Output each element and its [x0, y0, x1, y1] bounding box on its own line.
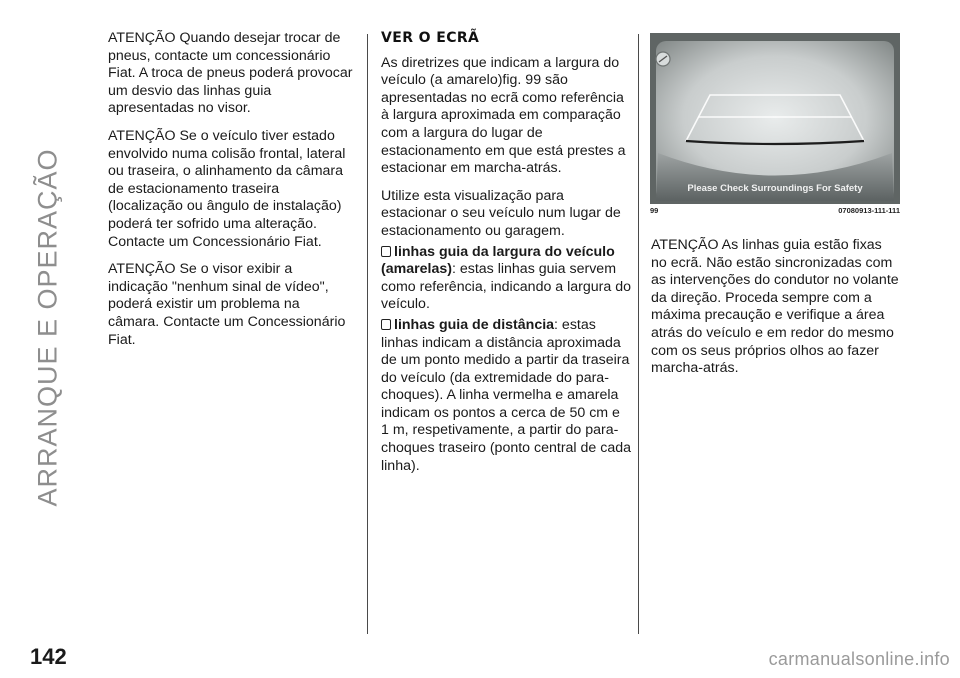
- page-number: 142: [30, 644, 67, 669]
- paragraph: As diretrizes que indicam a largura do veículo (a amarelo)fig. 99 são apresentadas no ecrã como referência à largura aproximada em comparação com a largura do lugar de estacionamento em que está prestes a estacionar em marcha-atrás.: [381, 54, 626, 177]
- column-2: [381, 30, 631, 485]
- column-1: [108, 30, 354, 359]
- warning-paragraph: ATENÇÃO Se o visor exibir a indicação "nenhum sinal de vídeo", poderá existir um problema na câmara. Contacte um Concessionário Fiat.: [108, 261, 346, 348]
- column-divider: [367, 34, 368, 634]
- chapter-title: ARRANQUE E OPERAÇÃO: [32, 148, 63, 507]
- bullet-icon: [381, 246, 391, 257]
- section-heading: VER O ECRÃ: [381, 30, 480, 46]
- bullet-item: [381, 244, 631, 314]
- column-3: [651, 237, 901, 378]
- camera-settings-icon: [656, 52, 670, 66]
- figure-rear-camera-screen: [650, 33, 900, 204]
- figure-code: 07080913-111-111: [838, 206, 900, 215]
- screen-warning-text: Please Check Surroundings For Safety: [687, 183, 863, 194]
- bullet-text: : estas linhas indicam a distância aproximada de um ponto medido a partir da traseira do veículo (da extremidade do para-choques). A linha vermelha e amarela indicam os pontos a cerca de 50 cm e 1 m, respetivamente, a partir do para-choques traseiro (ponto central de cada linha).: [381, 316, 632, 474]
- column-divider: [638, 34, 639, 634]
- bullet-text: : estas linhas guia servem como referência, indicando a largura do veículo.: [381, 261, 632, 313]
- warning-paragraph: ATENÇÃO Quando desejar trocar de pneus, contacte um concessionário Fiat. A troca de pneus poderá provocar um desvio das linhas guia apresentadas no visor.: [108, 30, 353, 117]
- figure-number: 99: [650, 206, 659, 215]
- bullet-item: [381, 317, 631, 475]
- bullet-icon: [381, 319, 391, 330]
- bullet-term: linhas guia da largura do veículo (amarelas): [381, 243, 615, 278]
- watermark: carmanualsonline.info: [768, 649, 950, 669]
- figure-caption: [650, 206, 900, 215]
- bullet-term: linhas guia de distância: [394, 316, 555, 333]
- warning-paragraph: ATENÇÃO Se o veículo tiver estado envolvido numa colisão frontal, lateral ou traseira, o alinhamento da câmara de estacionamento traseira (localização ou ângulo de instalação) poderá ter sofrido uma alteração. Contacte um Concessionário Fiat.: [108, 127, 346, 250]
- warning-paragraph: ATENÇÃO As linhas guia estão fixas no ecrã. Não estão sincronizadas com as intervenções do condutor no volante da direção. Proceda sempre com a máxima precaução e verifique a área atrás do veículo e em redor do mesmo com os seus próprios olhos ao fazer marcha-atrás.: [651, 237, 899, 377]
- paragraph: Utilize esta visualização para estacionar o seu veículo num lugar de estacionamento ou garagem.: [381, 187, 621, 239]
